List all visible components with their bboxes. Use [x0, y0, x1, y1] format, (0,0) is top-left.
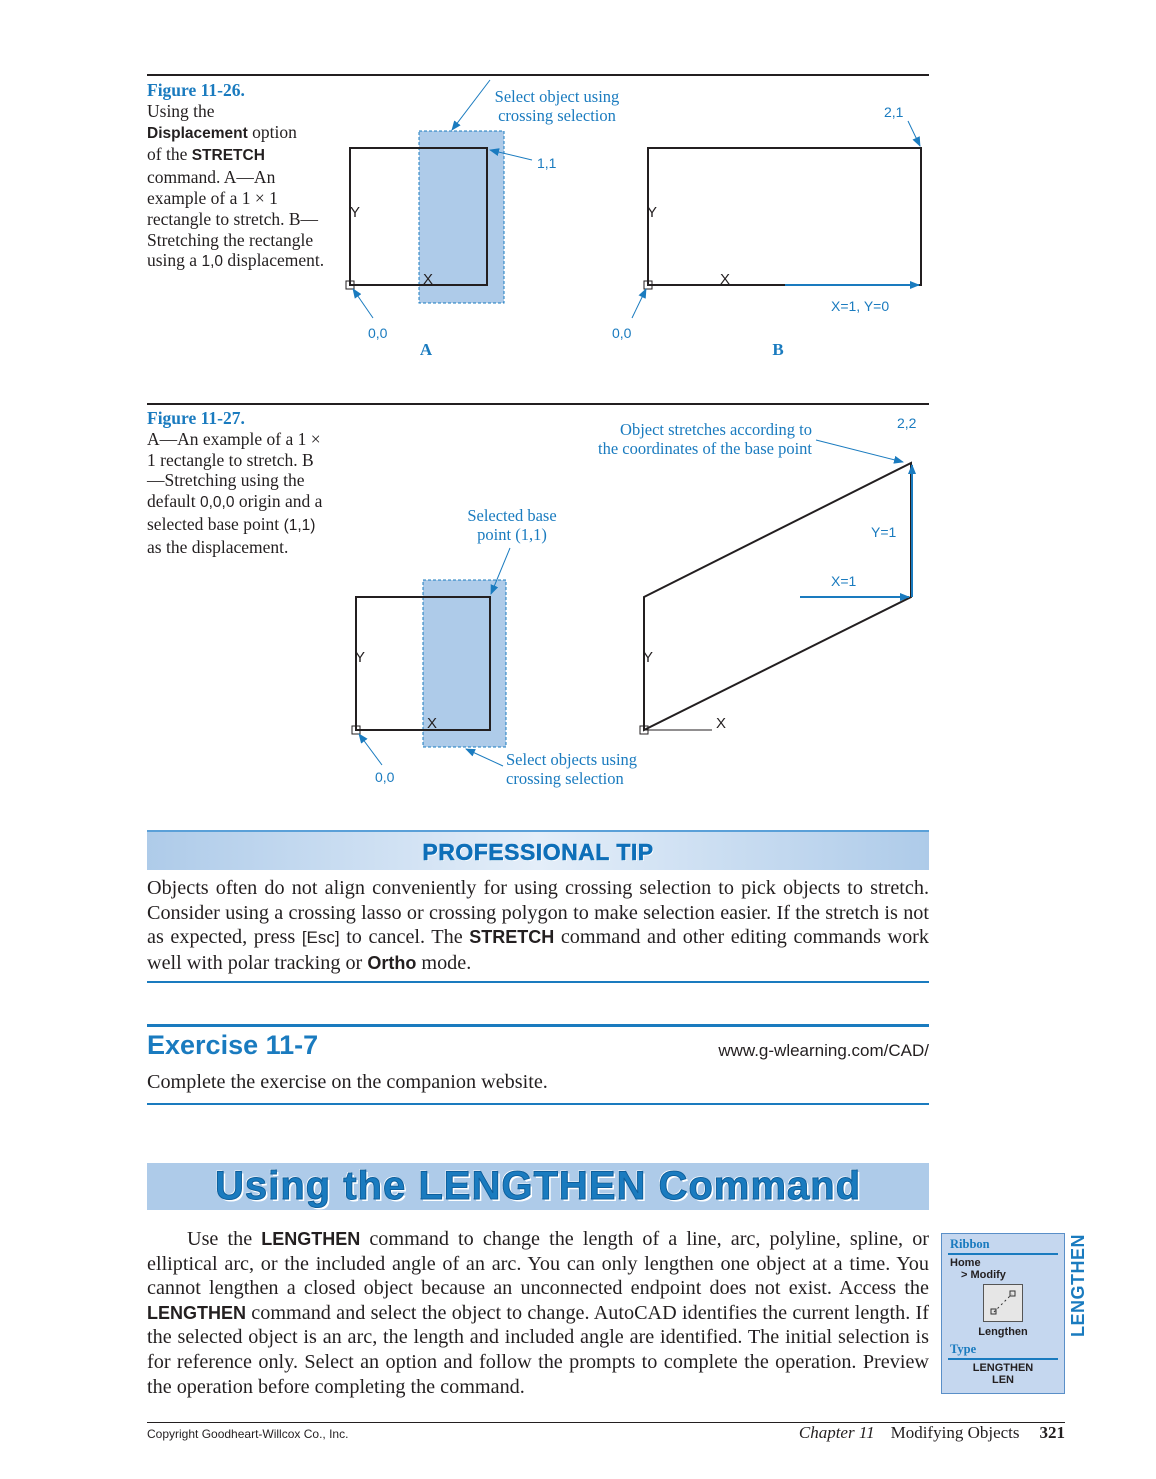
tip-text-run: command and other editing commands work well with polar tracking or [147, 926, 929, 974]
caption-text: A—An example of a 1 × 1 rectangle to stretch. B—Stretching using the default [147, 428, 321, 512]
paragraph-text: command and select the object to change. AutoCAD identifies the current length. If the selected object is an arc, the length and included angle are identified. The initial selection is for reference only. Select an option and follow the prompts to complete the operation. Preview the operation before completing the command. [147, 1301, 929, 1398]
caption-text: Using the [147, 100, 215, 121]
ribbon-panel: > Modify [961, 1269, 1006, 1281]
point-label: 0,0 [612, 325, 632, 341]
caption-text: command. A—An example of a 1 × 1 rectangle to stretch. B—Stretching the rectangle using a [147, 167, 319, 271]
callout-arrow [632, 289, 646, 318]
x-axis-label: X [423, 271, 434, 288]
lengthen-button[interactable] [983, 1284, 1023, 1322]
y-axis-label: Y [647, 204, 658, 221]
callout-arrow [359, 734, 382, 765]
chapter-title: Modifying Objects [890, 1423, 1020, 1442]
professional-tip-header [147, 830, 929, 870]
caption-bold: Displacement [147, 124, 248, 142]
callout-label: Selected base [467, 506, 557, 525]
exercise-top-rule [147, 1024, 929, 1027]
caption-text: of the [147, 144, 192, 165]
chapter-label: Chapter 11 [798, 1423, 875, 1442]
panel-label: A [419, 340, 433, 359]
point-label: 0,0 [368, 325, 388, 341]
callout-arrow [466, 749, 503, 766]
page-number: 321 [1039, 1423, 1065, 1442]
command-name: LENGTHEN [261, 1229, 361, 1249]
figure-label: Figure 11-26. [147, 80, 245, 100]
running-footer [799, 1423, 1065, 1443]
ribbon-label: Ribbon [950, 1237, 990, 1251]
lengthen-icon [984, 1285, 1022, 1321]
point-label: 1,1 [537, 155, 557, 171]
caption-bold: STRETCH [191, 147, 265, 165]
callout-label: crossing selection [498, 106, 616, 125]
divider [948, 1358, 1058, 1360]
command-access-box [941, 1233, 1065, 1394]
type-label: Type [950, 1342, 977, 1356]
command-name: STRETCH [469, 927, 555, 948]
mode-name: Ortho [367, 952, 417, 973]
point-label: 2,2 [897, 415, 917, 431]
exercise-bottom-rule [147, 1103, 929, 1105]
y-axis-label: Y [355, 649, 366, 666]
callout-arrow [452, 80, 490, 130]
displacement-label: Y=1 [871, 524, 897, 540]
paragraph-text: command to change the length of a line, arc, polyline, spline, or elliptical arc, or the included angle of an arc. You can only lengthen one object at a time. You cannot lengthen a closed object because an unconnected endpoint does not exist. Access the [147, 1228, 930, 1300]
callout-label: the coordinates of the base point [598, 439, 812, 458]
callout-arrow [816, 440, 903, 462]
callout-label: Select object using [494, 87, 620, 106]
caption-text: option [247, 121, 297, 142]
y-axis-label: Y [350, 204, 361, 221]
tip-bottom-rule [147, 981, 929, 983]
paragraph-text: Use the [187, 1228, 262, 1250]
point-label: 0,0 [375, 769, 395, 785]
caption-text: origin and a selected base point [147, 491, 323, 534]
copyright: Copyright Goodheart-Willcox Co., Inc. [147, 1427, 349, 1441]
x-axis-label: X [427, 715, 438, 732]
callout-label: Object stretches according to [620, 420, 812, 439]
section-heading-bar [147, 1163, 929, 1210]
figure-11-27-caption [147, 408, 327, 558]
caption-text: as the displacement. [147, 536, 289, 557]
tip-text [147, 876, 929, 975]
caption-sans: 1,0 [201, 253, 224, 271]
point-label: 2,1 [884, 104, 904, 120]
panel-label: B [772, 340, 784, 359]
section-heading: Using the LENGTHEN Command [214, 1164, 862, 1208]
tip-text-run: Objects often do not align conveniently for using crossing selection to pick objects to stretch. Consider using a crossing lasso or crossing polygon to make selection easier. If the stretch is not as expected, press [147, 877, 929, 949]
command-name: LENGTHEN [972, 1362, 1034, 1374]
tip-text-run: mode. [416, 951, 472, 974]
button-label: Lengthen [978, 1326, 1028, 1338]
exercise-title: Exercise 11-7 [147, 1030, 319, 1060]
caption-sans: 0,0,0 [199, 494, 235, 512]
y-axis-label: Y [643, 649, 654, 666]
caption-sans: (1,1) [283, 516, 316, 534]
key-name: [Esc] [301, 928, 340, 948]
displacement-label: X=1 [831, 573, 857, 589]
figure-rule [147, 403, 929, 405]
callout-arrow [908, 121, 920, 146]
callout-arrow [353, 289, 373, 318]
divider [948, 1253, 1058, 1255]
exercise-url[interactable]: www.g-wlearning.com/CAD/ [718, 1041, 929, 1060]
x-axis-label: X [720, 271, 731, 288]
command-alias: LEN [992, 1374, 1014, 1386]
displacement-label: X=1, Y=0 [831, 298, 890, 314]
rectangle-b [648, 148, 921, 285]
ribbon-tab: Home [950, 1257, 981, 1269]
caption-text: displacement. [227, 250, 325, 271]
tip-text-run: to cancel. The [339, 926, 470, 949]
tip-title: PROFESSIONAL TIP [422, 839, 654, 865]
callout-label: crossing selection [506, 769, 624, 788]
exercise-text: Complete the exercise on the companion website. [147, 1071, 548, 1093]
figure-label: Figure 11-27. [147, 408, 245, 428]
command-name: LENGTHEN [147, 1302, 246, 1323]
x-axis-label: X [716, 715, 727, 732]
callout-label: point (1,1) [477, 525, 547, 544]
section-paragraph [147, 1227, 929, 1399]
callout-label: Select objects using [506, 750, 638, 769]
command-tab-vertical: LENGTHEN [1068, 1234, 1088, 1337]
